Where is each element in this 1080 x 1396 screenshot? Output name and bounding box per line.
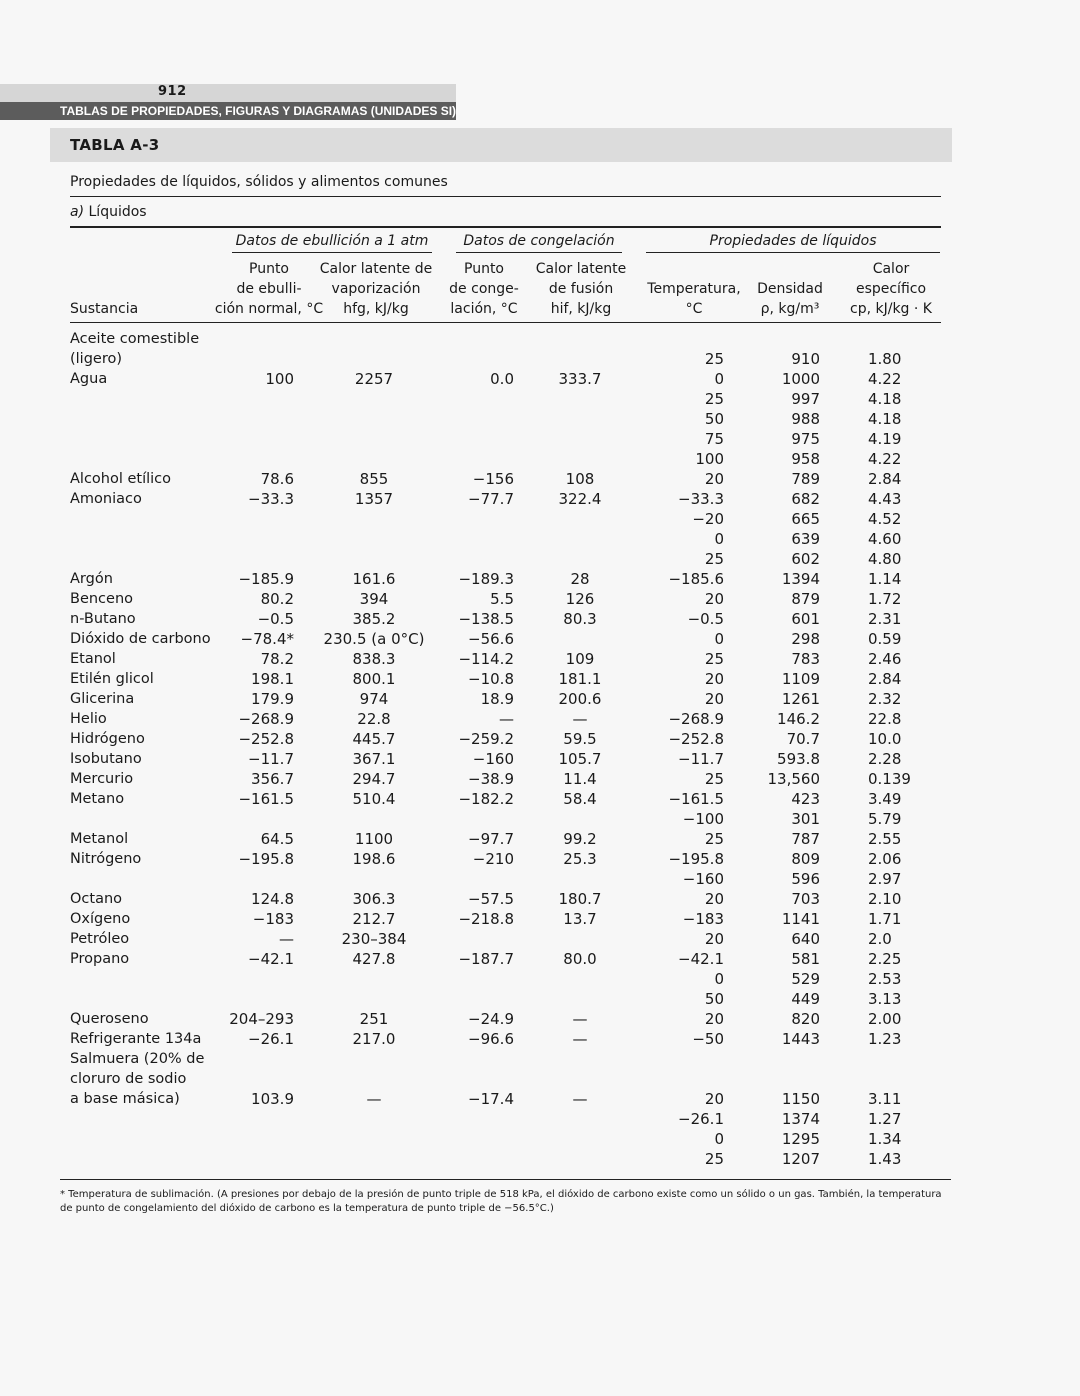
cell-specific-heat: 2.97 [868, 870, 902, 888]
cell-density: 809 [791, 850, 820, 868]
cell-temperature: −183 [682, 910, 724, 928]
cell-boiling-point: 179.9 [251, 690, 294, 708]
cell-boiling-point: −42.1 [248, 950, 294, 968]
section-label [70, 204, 147, 220]
cell-fusion-heat: — [572, 1090, 588, 1108]
cell-fusion-heat: 180.7 [558, 890, 602, 908]
group-freezing-rule [456, 252, 622, 253]
cell-substance: Salmuera (20% de [70, 1051, 205, 1067]
cell-temperature: 0 [714, 1130, 724, 1148]
cell-temperature: 25 [704, 770, 724, 788]
cell-specific-heat: 1.34 [868, 1130, 902, 1148]
cell-freezing-point: −218.8 [458, 910, 514, 928]
cell-vaporization-heat: 427.8 [352, 950, 396, 968]
cell-specific-heat: 2.46 [868, 650, 902, 668]
cell-temperature: −50 [692, 1030, 724, 1048]
cell-specific-heat: 0.59 [868, 630, 902, 648]
cell-substance: Oxígeno [70, 911, 131, 927]
cell-density: 13,560 [767, 770, 820, 788]
running-title: TABLAS DE PROPIEDADES, FIGURAS Y DIAGRAMAS (UNIDADES SI) [0, 102, 456, 120]
cell-density: 1394 [781, 570, 820, 588]
cell-vaporization-heat: 230–384 [341, 930, 407, 948]
cell-specific-heat: 2.32 [868, 690, 902, 708]
col-head-freezing-point: Punto de conge- lación, °C [449, 261, 519, 317]
cell-density: 423 [791, 790, 820, 808]
cell-freezing-point: −156 [472, 470, 514, 488]
cell-specific-heat: 2.84 [868, 470, 902, 488]
cell-fusion-heat: 105.7 [558, 750, 602, 768]
cell-density: 783 [791, 650, 820, 668]
cell-substance: Nitrógeno [70, 851, 142, 867]
group-liquid: Propiedades de líquidos [709, 233, 877, 249]
cell-substance: Refrigerante 134a [70, 1031, 202, 1047]
cell-temperature: 20 [704, 670, 724, 688]
cell-density: 146.2 [777, 710, 820, 728]
cell-boiling-point: 356.7 [251, 770, 294, 788]
cell-substance: Helio [70, 711, 107, 727]
cell-temperature: −26.1 [678, 1110, 724, 1128]
cell-fusion-heat: 322.4 [558, 490, 602, 508]
cell-density: 988 [791, 410, 820, 428]
cell-substance: Etanol [70, 651, 116, 667]
cell-boiling-point: −268.9 [238, 710, 294, 728]
cell-boiling-point: −195.8 [238, 850, 294, 868]
cell-specific-heat: 10.0 [868, 730, 902, 748]
cell-fusion-heat: 58.4 [563, 790, 597, 808]
cell-substance: Aceite comestible [70, 331, 200, 347]
cell-fusion-heat: 108 [565, 470, 595, 488]
header-bottom-rule [70, 322, 941, 323]
cell-vaporization-heat: 251 [359, 1010, 389, 1028]
cell-temperature: 25 [704, 830, 724, 848]
cell-freezing-point: 0.0 [490, 370, 514, 388]
cell-boiling-point: 124.8 [251, 890, 294, 908]
cell-freezing-point: −57.5 [468, 890, 514, 908]
cell-specific-heat: 2.84 [868, 670, 902, 688]
cell-freezing-point: −10.8 [468, 670, 514, 688]
cell-substance: Isobutano [70, 751, 142, 767]
cell-specific-heat: 2.25 [868, 950, 902, 968]
cell-density: 593.8 [777, 750, 820, 768]
cell-temperature: 25 [704, 350, 724, 368]
cell-specific-heat: 1.80 [868, 350, 902, 368]
cell-vaporization-heat: 22.8 [357, 710, 391, 728]
cell-specific-heat: 5.79 [868, 810, 902, 828]
cell-fusion-heat: 11.4 [563, 770, 597, 788]
cell-density: 639 [791, 530, 820, 548]
cell-freezing-point: −114.2 [458, 650, 514, 668]
cell-specific-heat: 1.71 [868, 910, 902, 928]
cell-vaporization-heat: — [366, 1090, 382, 1108]
cell-density: 789 [791, 470, 820, 488]
cell-substance: a base másica) [70, 1091, 180, 1107]
cell-temperature: −0.5 [687, 610, 724, 628]
cell-boiling-point: −185.9 [238, 570, 294, 588]
cell-freezing-point: −210 [472, 850, 514, 868]
cell-substance: Glicerina [70, 691, 135, 707]
cell-temperature: −11.7 [678, 750, 724, 768]
table-caption: Propiedades de líquidos, sólidos y alimentos comunes [70, 174, 448, 190]
cell-freezing-point: −160 [472, 750, 514, 768]
cell-substance: Metano [70, 791, 125, 807]
cell-specific-heat: 1.43 [868, 1150, 902, 1168]
col-head-fusion-heat: Calor latente de fusión hif, kJ/kg [535, 261, 627, 317]
cell-boiling-point: 64.5 [260, 830, 294, 848]
cell-fusion-heat: 200.6 [558, 690, 602, 708]
cell-temperature: −20 [692, 510, 724, 528]
cell-fusion-heat: 109 [565, 650, 595, 668]
cell-fusion-heat: 25.3 [563, 850, 597, 868]
cell-temperature: −195.8 [668, 850, 724, 868]
cell-density: 1261 [781, 690, 820, 708]
cell-vaporization-heat: 838.3 [352, 650, 396, 668]
cell-fusion-heat: 80.3 [563, 610, 597, 628]
cell-temperature: 0 [714, 370, 724, 388]
cell-vaporization-heat: 1100 [354, 830, 394, 848]
footnote: * Temperatura de sublimación. (A presiones por debajo de la presión de punto triple de 518 kPa, el dióxido de carbono existe como un sólido o un gas. También, la temperatura de punto de congelamiento del dióxido de carbono es la temperatura de punto triple de −56.5°C.) [60, 1189, 942, 1214]
cell-substance: Dióxido de carbono [70, 631, 211, 647]
cell-freezing-point: 18.9 [480, 690, 514, 708]
cell-specific-heat: 2.31 [868, 610, 902, 628]
cell-boiling-point: −161.5 [238, 790, 294, 808]
cell-vaporization-heat: 385.2 [352, 610, 396, 628]
cell-specific-heat: 3.49 [868, 790, 902, 808]
group-liquid-rule [646, 252, 940, 253]
cell-substance: cloruro de sodio [70, 1071, 187, 1087]
cell-temperature: 0 [714, 530, 724, 548]
table-label: TABLA A-3 [70, 136, 160, 154]
cell-density: 787 [791, 830, 820, 848]
cell-temperature: 25 [704, 1150, 724, 1168]
cell-density: 1109 [781, 670, 820, 688]
cell-specific-heat: 4.19 [868, 430, 902, 448]
cell-specific-heat: 2.00 [868, 1010, 902, 1028]
cell-vaporization-heat: 445.7 [352, 730, 396, 748]
cell-boiling-point: 78.2 [260, 650, 294, 668]
cell-substance: Propano [70, 951, 130, 967]
cell-temperature: 100 [695, 450, 724, 468]
cell-temperature: 20 [704, 590, 724, 608]
cell-specific-heat: 2.0 [868, 930, 892, 948]
cell-specific-heat: 0.139 [868, 770, 911, 788]
cell-boiling-point: −0.5 [257, 610, 294, 628]
table-bottom-rule [60, 1179, 951, 1180]
cell-specific-heat: 1.23 [868, 1030, 902, 1048]
cell-density: 703 [791, 890, 820, 908]
cell-temperature: 50 [704, 410, 724, 428]
cell-specific-heat: 4.43 [868, 490, 902, 508]
cell-temperature: −252.8 [668, 730, 724, 748]
cell-freezing-point: 5.5 [490, 590, 514, 608]
col-head-vaporization-heat: Calor latente de vaporización hfg, kJ/kg [319, 261, 433, 317]
cell-boiling-point: 100 [265, 370, 294, 388]
col-head-specific-heat: Calor específico cp, kJ/kg · K [850, 261, 932, 317]
cell-vaporization-heat: 1357 [354, 490, 394, 508]
cell-temperature: 20 [704, 1010, 724, 1028]
cell-specific-heat: 3.13 [868, 990, 902, 1008]
cell-temperature: 20 [704, 930, 724, 948]
cell-vaporization-heat: 855 [359, 470, 389, 488]
cell-specific-heat: 22.8 [868, 710, 902, 728]
caption-rule [70, 196, 941, 197]
cell-fusion-heat: — [572, 1030, 588, 1048]
cell-substance: Agua [70, 371, 108, 387]
cell-fusion-heat: 59.5 [563, 730, 597, 748]
cell-vaporization-heat: 974 [359, 690, 389, 708]
cell-specific-heat: 4.60 [868, 530, 902, 548]
cell-substance: Argón [70, 571, 113, 587]
cell-boiling-point: — [279, 930, 294, 948]
cell-density: 820 [791, 1010, 820, 1028]
cell-density: 1443 [781, 1030, 820, 1048]
cell-fusion-heat: 126 [565, 590, 595, 608]
cell-freezing-point: −182.2 [458, 790, 514, 808]
cell-fusion-heat: 333.7 [558, 370, 602, 388]
cell-specific-heat: 2.53 [868, 970, 902, 988]
cell-density: 449 [791, 990, 820, 1008]
cell-boiling-point: −252.8 [238, 730, 294, 748]
cell-temperature: 20 [704, 890, 724, 908]
cell-temperature: 0 [714, 630, 724, 648]
cell-vaporization-heat: 394 [359, 590, 389, 608]
cell-vaporization-heat: 198.6 [352, 850, 396, 868]
cell-substance: Metanol [70, 831, 129, 847]
cell-vaporization-heat: 212.7 [352, 910, 396, 928]
cell-temperature: −268.9 [668, 710, 724, 728]
cell-specific-heat: 2.28 [868, 750, 902, 768]
cell-density: 602 [791, 550, 820, 568]
cell-vaporization-heat: 306.3 [352, 890, 396, 908]
cell-specific-heat: 4.22 [868, 450, 902, 468]
cell-vaporization-heat: 367.1 [352, 750, 396, 768]
cell-substance: n-Butano [70, 611, 136, 627]
cell-fusion-heat: — [572, 710, 588, 728]
cell-density: 682 [791, 490, 820, 508]
cell-temperature: −100 [682, 810, 724, 828]
cell-temperature: 0 [714, 970, 724, 988]
group-freezing: Datos de congelación [463, 233, 615, 249]
cell-vaporization-heat: 217.0 [352, 1030, 396, 1048]
cell-density: 596 [791, 870, 820, 888]
cell-substance: Queroseno [70, 1011, 149, 1027]
cell-temperature: 20 [704, 1090, 724, 1108]
cell-boiling-point: −26.1 [248, 1030, 294, 1048]
cell-density: 879 [791, 590, 820, 608]
cell-density: 1000 [781, 370, 820, 388]
cell-specific-heat: 4.52 [868, 510, 902, 528]
cell-vaporization-heat: 294.7 [352, 770, 396, 788]
cell-vaporization-heat: 510.4 [352, 790, 396, 808]
cell-specific-heat: 2.06 [868, 850, 902, 868]
cell-specific-heat: 4.18 [868, 390, 902, 408]
table-top-rule [70, 226, 941, 228]
cell-density: 298 [791, 630, 820, 648]
cell-specific-heat: 1.27 [868, 1110, 902, 1128]
cell-temperature: 25 [704, 650, 724, 668]
cell-freezing-point: −38.9 [468, 770, 514, 788]
cell-vaporization-heat: 2257 [354, 370, 394, 388]
cell-boiling-point: −33.3 [248, 490, 294, 508]
cell-freezing-point: −259.2 [458, 730, 514, 748]
cell-specific-heat: 4.18 [868, 410, 902, 428]
table-label-bar [50, 128, 952, 162]
cell-density: 581 [791, 950, 820, 968]
group-boiling: Datos de ebullición a 1 atm [235, 233, 429, 249]
cell-specific-heat: 2.10 [868, 890, 902, 908]
cell-substance: Alcohol etílico [70, 471, 172, 487]
cell-density: 1295 [781, 1130, 820, 1148]
section-title: Líquidos [88, 204, 147, 220]
cell-specific-heat: 2.55 [868, 830, 902, 848]
col-head-temperature: Temperatura, °C [647, 281, 741, 317]
cell-fusion-heat: — [572, 1010, 588, 1028]
cell-temperature: −33.3 [678, 490, 724, 508]
cell-freezing-point: — [499, 710, 514, 728]
cell-temperature: 25 [704, 390, 724, 408]
cell-freezing-point: −189.3 [458, 570, 514, 588]
cell-substance: Hidrógeno [70, 731, 145, 747]
col-head-boiling-point: Punto de ebulli- ción normal, °C [214, 261, 324, 317]
cell-fusion-heat: 13.7 [563, 910, 597, 928]
cell-boiling-point: 198.1 [251, 670, 294, 688]
cell-vaporization-heat: 161.6 [352, 570, 396, 588]
cell-specific-heat: 1.72 [868, 590, 902, 608]
cell-density: 1150 [781, 1090, 820, 1108]
cell-density: 975 [791, 430, 820, 448]
cell-fusion-heat: 80.0 [563, 950, 597, 968]
cell-density: 1374 [781, 1110, 820, 1128]
cell-vaporization-heat: 800.1 [352, 670, 396, 688]
cell-fusion-heat: 99.2 [563, 830, 597, 848]
cell-temperature: 50 [704, 990, 724, 1008]
cell-freezing-point: −17.4 [468, 1090, 514, 1108]
cell-temperature: −160 [682, 870, 724, 888]
cell-freezing-point: −96.6 [468, 1030, 514, 1048]
col-head-substance: Sustancia [70, 301, 139, 317]
cell-boiling-point: −78.4* [240, 630, 294, 648]
cell-temperature: 25 [704, 550, 724, 568]
cell-temperature: 20 [704, 690, 724, 708]
cell-freezing-point: −97.7 [468, 830, 514, 848]
section-letter: a) [70, 204, 85, 220]
cell-temperature: −161.5 [668, 790, 724, 808]
cell-specific-heat: 1.14 [868, 570, 902, 588]
cell-freezing-point: −138.5 [458, 610, 514, 628]
cell-boiling-point: 103.9 [251, 1090, 294, 1108]
cell-temperature: 75 [704, 430, 724, 448]
cell-density: 70.7 [786, 730, 820, 748]
cell-freezing-point: −24.9 [468, 1010, 514, 1028]
cell-boiling-point: 204–293 [229, 1010, 294, 1028]
cell-vaporization-heat: 230.5 (a 0°C) [323, 630, 425, 648]
cell-density: 529 [791, 970, 820, 988]
cell-temperature: 20 [704, 470, 724, 488]
cell-specific-heat: 4.80 [868, 550, 902, 568]
cell-density: 958 [791, 450, 820, 468]
cell-temperature: −185.6 [668, 570, 724, 588]
cell-substance: Octano [70, 891, 123, 907]
group-boiling-rule [232, 252, 432, 253]
cell-density: 601 [791, 610, 820, 628]
cell-specific-heat: 4.22 [868, 370, 902, 388]
cell-substance: Benceno [70, 591, 134, 607]
cell-density: 1141 [781, 910, 820, 928]
cell-substance: Etilén glicol [70, 671, 154, 687]
cell-boiling-point: 78.6 [260, 470, 294, 488]
cell-fusion-heat: 28 [570, 570, 590, 588]
cell-density: 1207 [781, 1150, 820, 1168]
cell-boiling-point: −183 [252, 910, 294, 928]
cell-density: 665 [791, 510, 820, 528]
cell-boiling-point: 80.2 [260, 590, 294, 608]
cell-substance: Mercurio [70, 771, 134, 787]
cell-freezing-point: −187.7 [458, 950, 514, 968]
cell-temperature: −42.1 [678, 950, 724, 968]
cell-density: 910 [791, 350, 820, 368]
cell-density: 997 [791, 390, 820, 408]
cell-density: 301 [791, 810, 820, 828]
cell-specific-heat: 3.11 [868, 1090, 902, 1108]
page-number: 912 [158, 84, 187, 99]
cell-fusion-heat: 181.1 [558, 670, 602, 688]
cell-substance: Amoniaco [70, 491, 142, 507]
cell-freezing-point: −77.7 [468, 490, 514, 508]
cell-substance: Petróleo [70, 931, 130, 947]
cell-boiling-point: −11.7 [248, 750, 294, 768]
col-head-density: Densidad ρ, kg/m³ [757, 281, 823, 317]
cell-density: 640 [791, 930, 820, 948]
cell-substance: (ligero) [70, 351, 123, 367]
cell-freezing-point: −56.6 [468, 630, 514, 648]
